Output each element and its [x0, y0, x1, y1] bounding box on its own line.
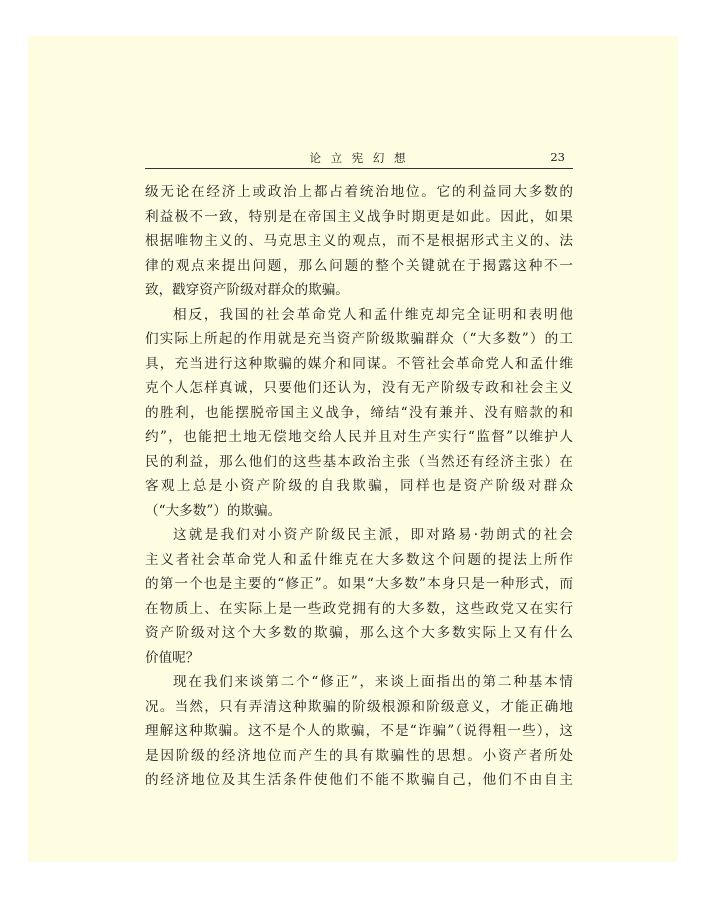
text-line: 的胜利，也能摆脱帝国主义战争，缔结“没有兼并、没有赔款的和 — [145, 404, 573, 421]
body-text — [145, 180, 573, 793]
running-title: 论 立 宪 幻 想 — [309, 151, 409, 165]
text-line: 具，充当进行这种欺骗的媒介和同谋。不管社会革命党人和孟什维 — [145, 355, 573, 372]
text-line: 况。当然，只有弄清这种欺骗的阶级根源和阶级意义，才能正确地 — [145, 698, 573, 715]
text-line: 根据唯物主义的、马克思主义的观点，而不是根据形式主义的、法 — [145, 233, 573, 249]
text-line: 级无论在经济上或政治上都占着统治地位。它的利益同大多数的 — [145, 184, 573, 200]
text-line: 的第一个也是主要的“修正”。如果“大多数”本身只是一种形式，而 — [145, 576, 573, 592]
text-line: 在物质上、在实际上是一些政党拥有的大多数，这些政党又在实行 — [145, 600, 573, 617]
text-line: 理解这种欺骗。这不是个人的欺骗，不是“诈骗”（说得粗一些），这 — [145, 723, 573, 739]
text-line: （“大多数”）的欺骗。 — [145, 502, 282, 519]
text-line: 约”，也能把土地无偿地交给人民并且对生产实行“监督”以维护人 — [145, 429, 573, 445]
text-line: 现在我们来谈第二个“修正”，来谈上面指出的第二种基本情 — [173, 674, 573, 690]
text-line: 价值呢？ — [145, 649, 200, 666]
text-line: 致，戳穿资产阶级对群众的欺骗。 — [145, 282, 349, 298]
page-number: 23 — [550, 150, 565, 164]
text-line: 客观上总是小资产阶级的自我欺骗，同样也是资产阶级对群众 — [145, 478, 573, 494]
text-line: 律的观点来提出问题，那么问题的整个关键就在于揭露这种不一 — [145, 257, 573, 274]
text-line: 的经济地位及其生活条件使他们不能不欺骗自己，他们不由自主 — [145, 772, 573, 788]
running-header — [145, 146, 573, 169]
text-line: 们实际上所起的作用就是充当资产阶级欺骗群众（“大多数”）的工 — [145, 331, 573, 347]
text-line: 主义者社会革命党人和孟什维克在大多数这个问题的提法上所作 — [145, 551, 573, 568]
text-line: 民的利益，那么他们的这些基本政治主张（当然还有经济主张）在 — [145, 453, 573, 470]
text-line: 利益极不一致，特别是在帝国主义战争时期更是如此。因此，如果 — [145, 208, 573, 225]
text-line: 克个人怎样真诚，只要他们还认为，没有无产阶级专政和社会主义 — [145, 380, 573, 396]
text-line: 是因阶级的经济地位而产生的具有欺骗性的思想。小资产者所处 — [145, 747, 573, 764]
text-line: 相反，我国的社会革命党人和孟什维克却完全证明和表明他 — [173, 306, 573, 323]
text-line: 资产阶级对这个大多数的欺骗，那么这个大多数实际上又有什么 — [145, 625, 573, 641]
text-line: 这就是我们对小资产阶级民主派，即对路易·勃朗式的社会 — [173, 527, 573, 543]
